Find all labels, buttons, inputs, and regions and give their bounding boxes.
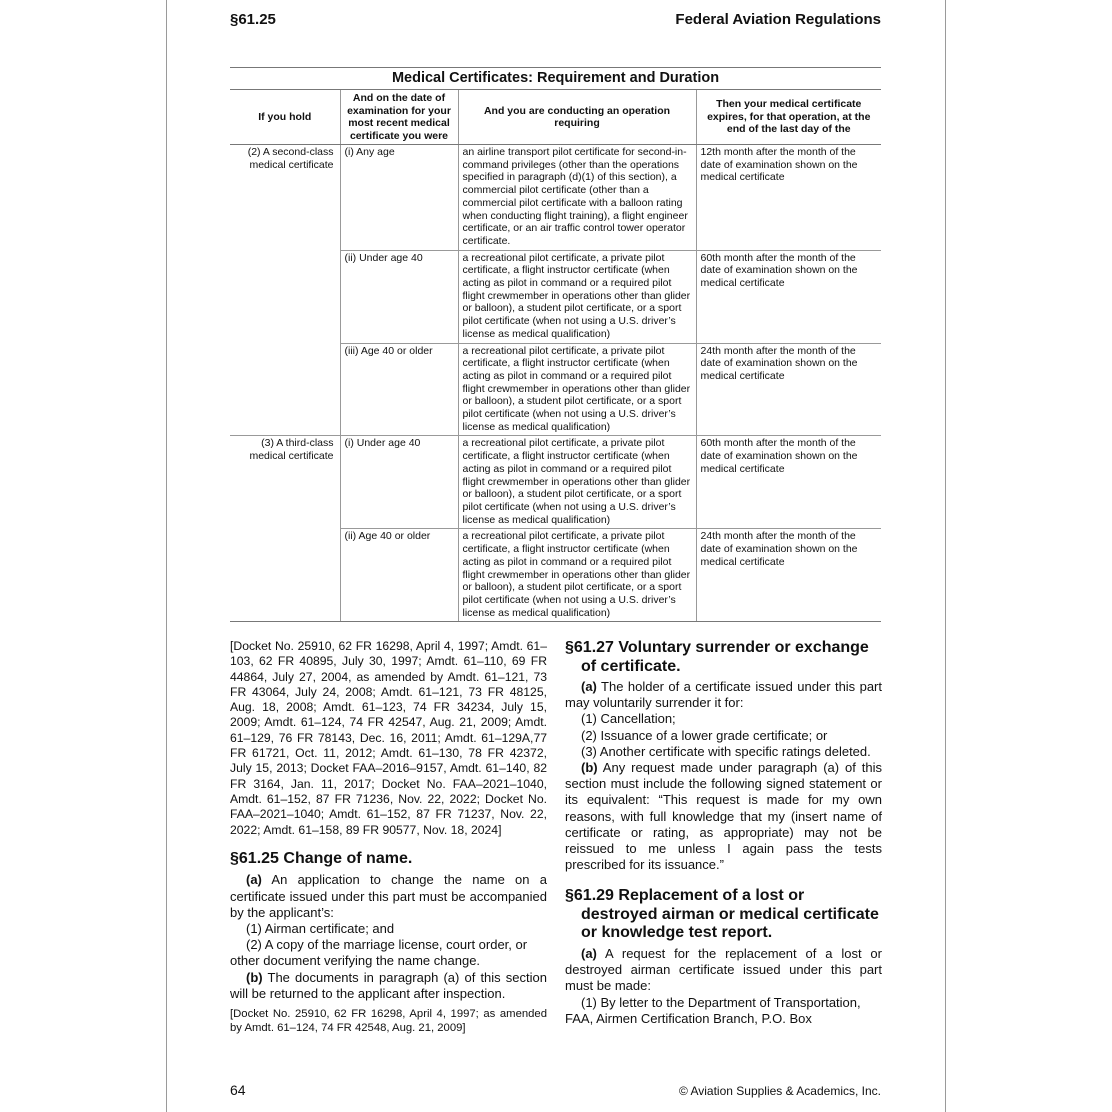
paragraph <box>230 970 547 1002</box>
list-item: (1) Cancellation; <box>581 711 676 727</box>
cell-age: (i) Any age <box>340 145 458 251</box>
cell-hold <box>230 343 340 436</box>
column-header: And you are conducting an operation requiring <box>458 90 696 145</box>
paragraph <box>230 872 547 921</box>
cell-hold: (2) A second-class medical certificate <box>247 146 334 171</box>
medical-certificates-table <box>230 67 881 622</box>
cell-expires: 24th month after the month of the date of examination shown on the medical certificate <box>696 343 881 436</box>
table-row <box>230 529 881 622</box>
docket-citation: [Docket No. 25910, 62 FR 16298, April 4, 1997; Amdt. 61–103, 62 FR 40895, July 30, 1997; Amdt. 61–110, 69 FR 44864, July 27, 2004, as amended by Amdt. 61–121, 73 FR 43064, July 24, 2008; Amdt. 61–121, 73 FR 48125, Aug. 18, 2008; Amdt. 61–123, 74 FR 34234, July 15, 2009; Amdt. 61–124, 74 FR 42547, Aug. 21, 2009; Amdt. 61–129, 76 FR 78143, Dec. 16, 2011; Amdt. 61–129A,77 FR 61721, Oct. 11, 2012; Amdt. 61–130, 78 FR 42372, July 15, 2013; Docket FAA–2016–9157, Amdt. 61–140, 82 FR 3164, Jan. 11, 2017; Docket No. FAA–2021–1040, Amdt. 61–152, 87 FR 71236, Nov. 22, 2022; Docket No. FAA–2021–1040; Amdt. 61–152, 87 FR 71237, Nov. 22, 2022; Amdt. 61–158, 89 FR 90577, Nov. 18, 2024] <box>230 639 547 837</box>
cell-expires: 60th month after the month of the date of examination shown on the medical certificate <box>696 250 881 343</box>
column-header: Then your medical certificate expires, for that operation, at the end of the last day of the <box>696 90 881 145</box>
docket-citation: [Docket No. 25910, 62 FR 16298, April 4, 1997; as amended by Amdt. 61–124, 74 FR 42548, Aug. 21, 2009] <box>230 1007 547 1034</box>
table-row <box>230 145 881 251</box>
table-header-row <box>230 90 881 145</box>
cell-hold <box>230 529 340 622</box>
cell-operation: a recreational pilot certificate, a private pilot certificate, a flight instructor certificate (when acting as pilot in command or a required pilot flight crewmember in operations other than glider or balloon), a student pilot certificate, or a sport pilot certificate (when not using a U.S. driver’s license as medical qualification) <box>458 250 696 343</box>
table-row <box>230 343 881 436</box>
column-header: If you hold <box>230 90 340 145</box>
cell-hold <box>230 250 340 343</box>
paragraph-text: The holder of a certificate issued under this part may voluntarily surrender it for: <box>565 679 882 711</box>
table-row <box>230 250 881 343</box>
list-item: (2) A copy of the marriage license, court order, or other document verifying the name change. <box>230 937 528 969</box>
paragraph-label: (a) <box>581 945 597 961</box>
left-text-column <box>230 639 547 1035</box>
table-title: Medical Certificates: Requirement and Duration <box>230 67 881 90</box>
cell-expires: 12th month after the month of the date of examination shown on the medical certificate <box>696 145 881 251</box>
list-item: (3) Another certificate with specific ratings deleted. <box>581 743 871 759</box>
cell-hold: (3) A third-class medical certificate <box>230 436 340 529</box>
section-heading: §61.29 Replacement of a lost or destroyed airman or medical certificate or knowledge test report. <box>565 887 879 942</box>
paragraph <box>565 760 882 873</box>
copyright-notice: © Aviation Supplies & Academics, Inc. <box>678 1084 881 1098</box>
paragraph-label: (b) <box>581 760 598 776</box>
right-text-column <box>565 639 882 1027</box>
cell-operation: a recreational pilot certificate, a private pilot certificate, a flight instructor certificate (when acting as pilot in command or a required pilot flight crewmember in operations other than glider or balloon), a student pilot certificate, or a sport pilot certificate (when not using a U.S. driver’s license as medical qualification) <box>458 529 696 622</box>
section-heading: §61.25 Change of name. <box>230 849 413 867</box>
cell-operation: a recreational pilot certificate, a private pilot certificate, a flight instructor certificate (when acting as pilot in command or a required pilot flight crewmember in operations other than glider or balloon), a student pilot certificate, or a sport pilot certificate (when not using a U.S. driver’s license as medical qualification) <box>458 343 696 436</box>
paragraph <box>565 679 882 711</box>
paragraph-text: A request for the replacement of a lost or destroyed airman certificate issued under this part must be made: <box>565 945 882 994</box>
page-number: 64 <box>230 1082 246 1098</box>
table-grid <box>230 90 881 622</box>
cell-age: (ii) Under age 40 <box>340 250 458 343</box>
cell-expires: 24th month after the month of the date of examination shown on the medical certificate <box>696 529 881 622</box>
list-item: (2) Issuance of a lower grade certificate; or <box>581 727 828 743</box>
paragraph-text: The documents in paragraph (a) of this section will be returned to the applicant after inspection. <box>230 969 547 1001</box>
cell-age: (iii) Age 40 or older <box>340 343 458 436</box>
column-header: And on the date of examination for your most recent medical certificate you were <box>340 90 458 145</box>
paragraph-text: An application to change the name on a certificate issued under this part must be accompanied by the applicant’s: <box>230 872 547 920</box>
page-edge-right <box>945 0 946 1112</box>
paragraph-label: (a) <box>581 679 597 694</box>
cell-operation: a recreational pilot certificate, a private pilot certificate, a flight instructor certificate (when acting as pilot in command or a required pilot flight crewmember in operations other than glider or balloon), a student pilot certificate, or a sport pilot certificate (when not using a U.S. driver’s license as medical qualification) <box>458 436 696 529</box>
paragraph-label: (a) <box>246 872 262 888</box>
paragraph-text: Any request made under paragraph (a) of this section must include the following signed statement or its equivalent: “This request is made for my own reasons, with full knowledge that my (insert name of certificate or rating, as appropriate) may not be reissued to me unless I again pass the tests prescribed for its issuance.” <box>565 760 882 873</box>
running-header-title: Federal Aviation Regulations <box>675 11 881 28</box>
cell-expires: 60th month after the month of the date of examination shown on the medical certificate <box>696 436 881 529</box>
page-edge-left <box>166 0 167 1112</box>
running-header-section: §61.25 <box>230 11 276 28</box>
section-heading: §61.27 Voluntary surrender or exchange of certificate. <box>565 639 869 675</box>
table-row <box>230 436 881 529</box>
paragraph-label: (b) <box>246 969 263 985</box>
cell-operation: an airline transport pilot certificate for second-in-command privileges (other than the operations specified in paragraph (d)(1) of this section), a commercial pilot certificate (other than a commercial pilot certificate with a balloon rating when conducting flight training), a flight engineer certificate, or an air traffic control tower operator certificate. <box>458 145 696 251</box>
list-item: (1) By letter to the Department of Transportation, FAA, Airmen Certification Branch, P.O. Box <box>565 994 861 1026</box>
list-item: (1) Airman certificate; and <box>246 920 395 936</box>
paragraph <box>565 946 882 995</box>
cell-age: (i) Under age 40 <box>340 436 458 529</box>
cell-age: (ii) Age 40 or older <box>340 529 458 622</box>
